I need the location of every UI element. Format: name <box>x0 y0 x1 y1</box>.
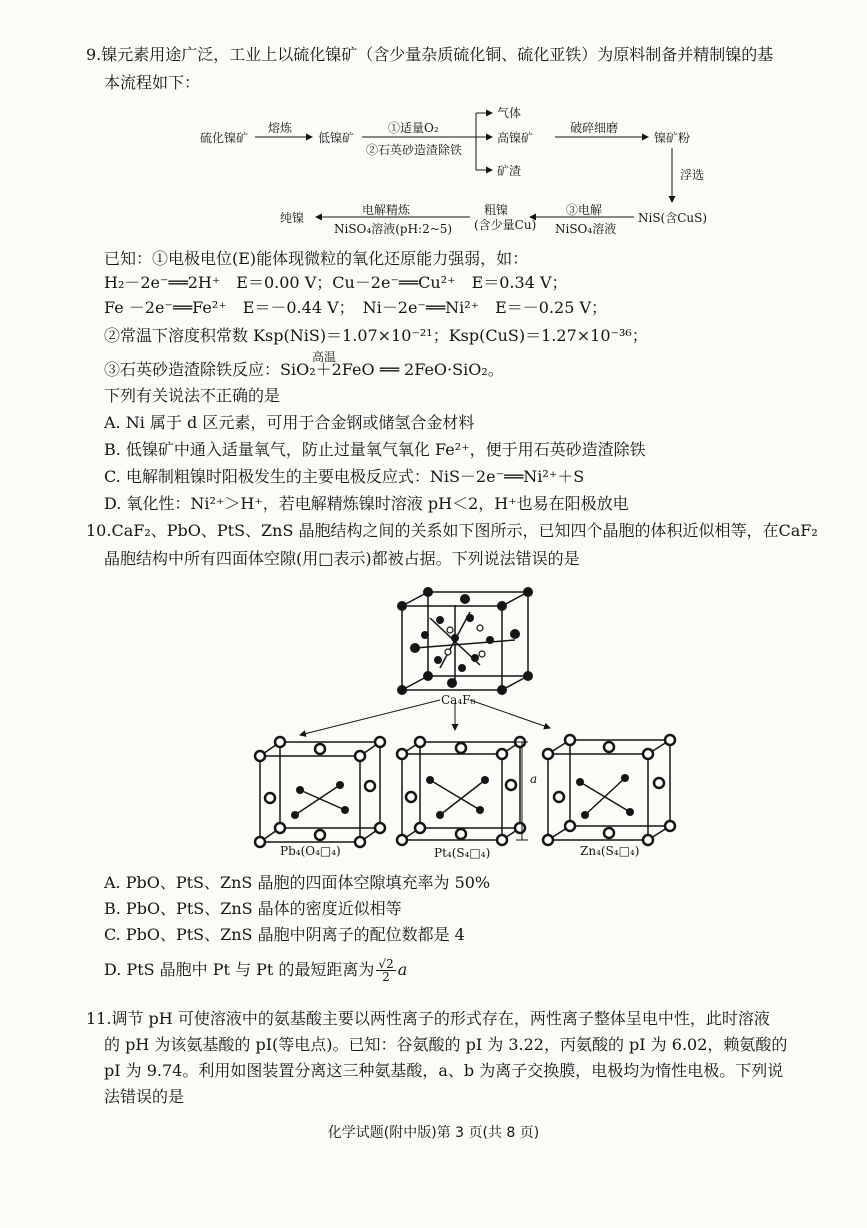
q10-option-a: A. PbO、PtS、ZnS 晶胞的四面体空隙填充率为 50% <box>104 873 491 892</box>
flow-crude-nickel-note: (含少量Cu) <box>474 218 537 232</box>
flow-label-quartz: ②石英砂造渣除铁 <box>366 143 463 157</box>
q9-option-a: A. Ni 属于 d 区元素，可用于合金钢或储氢合金材料 <box>104 413 475 432</box>
q11-line1: 11.调节 pH 可使溶液中的氨基酸主要以两性离子的形式存在，两性离子整体呈电中性，此时溶液 <box>86 1009 770 1028</box>
pbo-cell <box>255 737 385 847</box>
fig-label-pbo: Pb₄(O₄□₄) <box>280 844 341 858</box>
q9-known-3: Fe －2e⁻══Fe²⁺ E＝－0.44 V； Ni－2e⁻══Ni²⁺ E＝－0.25 V； <box>104 298 608 317</box>
q10-option-b: B. PbO、PtS、ZnS 晶体的密度近似相等 <box>104 899 402 918</box>
flow-label-refine: 电解精炼 <box>362 203 411 217</box>
q10-option-c: C. PbO、PtS、ZnS 晶胞中阴离子的配位数都是 4 <box>104 925 465 944</box>
q11-line3: pI 为 9.74。利用如图装置分离这三种氨基酸，a、b 为离子交换膜，电极均为惰性电极。下列说 <box>104 1061 784 1080</box>
fig-label-caf2: Ca₄F₈ <box>441 693 476 707</box>
q9-known-5: ③石英砂造渣除铁反应：SiO₂＋2FeO ══ 2FeO·SiO₂。 <box>104 360 504 379</box>
q11-line4: 法错误的是 <box>104 1087 185 1106</box>
q10-stem-line2: 晶胞结构中所有四面体空隙(用□表示)都被占据。下列说法错误的是 <box>104 549 580 568</box>
page-footer: 化学试题(附中版)第 3 页(共 8 页) <box>327 1125 540 1141</box>
q9-known-1: 已知：①电极电位(E)能体现微粒的氧化还原能力强弱，如： <box>104 249 529 268</box>
q9-known-2: H₂－2e⁻══2H⁺ E＝0.00 V；Cu－2e⁻══Cu²⁺ E＝0.34 V； <box>104 273 568 292</box>
flow-gas: 气体 <box>497 106 522 120</box>
flow-nickel-sulfide-ore: 硫化镍矿 <box>200 131 249 145</box>
flow-crude-nickel: 粗镍 <box>484 203 509 217</box>
q9-known-5-condition: 高温 <box>312 350 337 364</box>
fig-edge-label: a <box>530 772 538 786</box>
q11-line2: 的 pH 为该氨基酸的 pI(等电点)。已知：谷氨酸的 pI 为 3.22，丙氨酸的 pI 为 6.02，赖氨酸的 <box>104 1035 788 1054</box>
flow-nis: NiS(含CuS) <box>638 211 708 225</box>
caf2-cell <box>402 592 528 690</box>
flow-pure-nickel: 纯镍 <box>280 211 305 225</box>
q10-stem-line1: 10.CaF₂、PbO、PtS、ZnS 晶胞结构之间的关系如下图所示，已知四个晶胞的体积近似相等，在CaF₂ <box>86 521 818 540</box>
flow-nickel-powder: 镍矿粉 <box>654 131 691 145</box>
pts-cell <box>397 737 528 845</box>
fig-label-pts: Pt₄(S₄□₄) <box>434 846 491 860</box>
fraction-sqrt2-over-2: $\frac{√2}{2}$ <box>378 957 394 984</box>
flow-label-flotation: 浮选 <box>680 168 705 182</box>
zns-cell <box>543 735 675 845</box>
flow-label-oxygen: ①适量O₂ <box>388 121 439 135</box>
q9-option-d: D. 氧化性：Ni²⁺＞H⁺，若电解精炼镍时溶液 pH＜2，H⁺也易在阳极放电 <box>104 494 629 513</box>
fig-label-zns: Zn₄(S₄□₄) <box>580 844 640 858</box>
caf2-atoms <box>397 587 533 695</box>
q9-prompt: 下列有关说法不正确的是 <box>104 386 281 405</box>
q9-option-c: C. 电解制粗镍时阳极发生的主要电极反应式：NiS－2e⁻══Ni²⁺＋S <box>104 467 585 486</box>
q9-stem-line1: 9.镍元素用途广泛，工业上以硫化镍矿（含少量杂质硫化铜、硫化亚铁）为原料制备并精制镍的基 <box>86 45 774 64</box>
flow-low-nickel-matte: 低镍矿 <box>318 131 355 145</box>
q9-known-4: ②常温下溶度积常数 Ksp(NiS)＝1.07×10⁻²¹；Ksp(CuS)＝1.27×10⁻³⁶； <box>104 326 648 345</box>
flow-label-niso4: NiSO₄溶液 <box>555 222 617 236</box>
flow-label-refine-solution: NiSO₄溶液(pH:2~5) <box>334 222 453 236</box>
q10-option-d: D. PtS 晶胞中 Pt 与 Pt 的最短距离为 $\frac{√2}{2}$ a <box>104 957 408 984</box>
flow-high-nickel-matte: 高镍矿 <box>497 131 534 145</box>
q9-stem-line2: 本流程如下： <box>104 73 201 92</box>
flow-slag: 矿渣 <box>497 164 522 178</box>
q9-option-b: B. 低镍矿中通入适量氧气，防止过量氧气氧化 Fe²⁺，便于用石英砂造渣除铁 <box>104 440 646 459</box>
flow-label-grind: 破碎细磨 <box>570 121 619 135</box>
flow-label-electrolysis: ③电解 <box>566 203 603 217</box>
flow-label-smelt: 熔炼 <box>268 121 293 135</box>
